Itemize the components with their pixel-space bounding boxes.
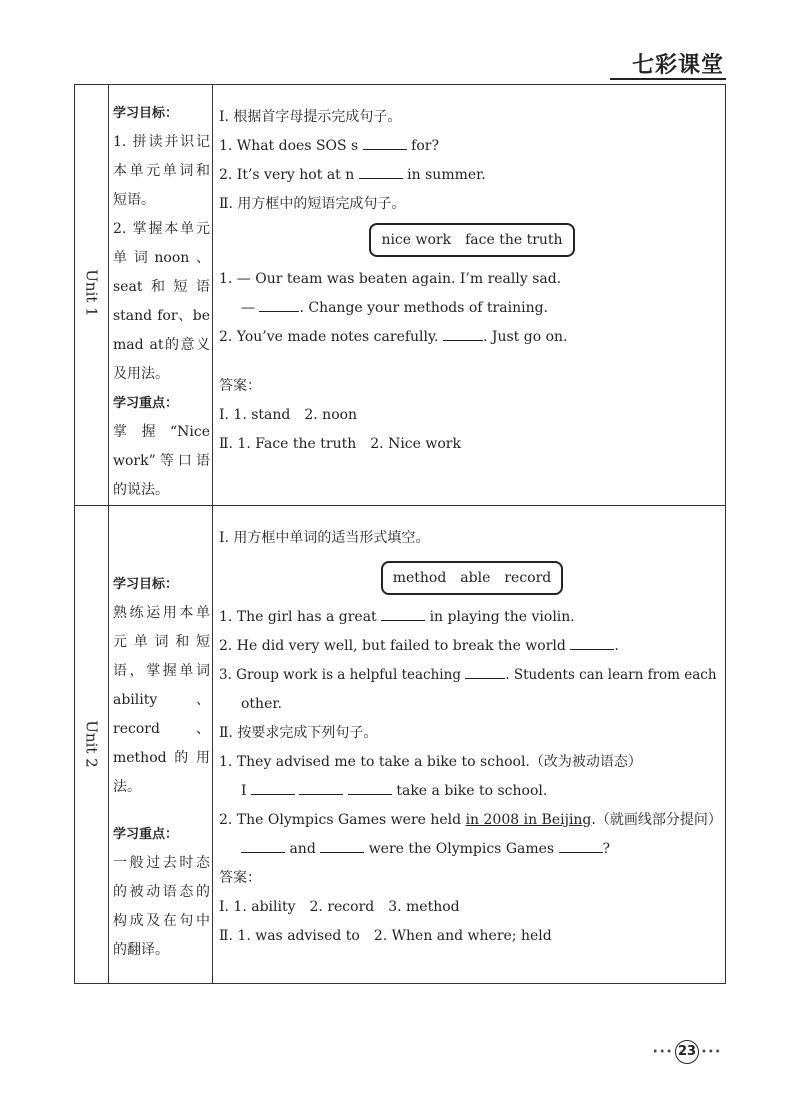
focus-text: 掌握“Nice work”等口语的说法。 [113, 424, 210, 498]
question-line: — . Change your methods of training. [219, 294, 725, 323]
question-line: 3. Group work is a helpful teaching . Students can learn from each [219, 661, 725, 690]
answer-blank[interactable] [359, 164, 403, 179]
question-line: and were the Olympics Games ? [219, 835, 725, 864]
answer-blank[interactable] [241, 838, 285, 853]
answer-label: 答案： [219, 870, 261, 886]
question-line: 1. They advised me to take a bike to school.（改为被动语态） [219, 754, 642, 770]
question-line: I take a bike to school. [219, 777, 725, 806]
answer-blank[interactable] [363, 135, 407, 150]
answer-blank[interactable] [299, 780, 343, 795]
focus-heading: 学习重点： [113, 396, 179, 411]
underlined-phrase: in 2008 in Beijing [465, 812, 592, 828]
answer-blank[interactable] [443, 326, 483, 341]
question-line: 2. You’ve made notes carefully. . Just go on. [219, 323, 725, 352]
objectives-heading: 学习目标： [113, 106, 179, 121]
answer-blank[interactable] [259, 297, 299, 312]
header-rule [610, 78, 726, 80]
objective-item: 熟练运用本单元单词和短语，掌握单词ability、record、method的用法。 [113, 605, 210, 795]
question-line: 2. It’s very hot at n in summer. [219, 161, 725, 190]
answer-blank[interactable] [320, 838, 364, 853]
objective-item: 1. 拼读并识记本单元单词和短语。 [113, 134, 210, 208]
answer-blank[interactable] [251, 780, 295, 795]
question-line: 1. — Our team was beaten again. I’m really sad. [219, 271, 562, 287]
answer-line: Ⅰ. 1. ability 2. record 3. method [219, 899, 460, 915]
answer-line: Ⅰ. 1. stand 2. noon [219, 407, 358, 423]
unit-2-row [75, 506, 726, 984]
unit-2-exercise-cell [213, 506, 726, 984]
focus-heading: 学习重点： [113, 827, 179, 842]
page-number: 23 [675, 1040, 699, 1064]
brand-logo: 七彩课堂 [631, 53, 724, 78]
unit-2-objectives-cell [109, 506, 213, 984]
answer-blank[interactable] [570, 635, 614, 650]
section-title: Ⅰ. 用方框中单词的适当形式填空。 [219, 530, 430, 546]
question-line: 1. What does SOS s for? [219, 132, 725, 161]
unit-1-label-cell [75, 85, 109, 506]
objective-item: 2. 掌握本单元单词noon、seat和短语 stand for、be mad at的意义及用法。 [113, 221, 210, 382]
unit-1-row [75, 85, 726, 506]
dots-decoration: ••• [652, 1047, 673, 1058]
unit-1-exercise-cell [213, 85, 726, 506]
lesson-table [74, 84, 726, 984]
word-box: method able record [381, 561, 564, 595]
section-title: Ⅰ. 根据首字母提示完成句子。 [219, 109, 402, 125]
question-line: other. [241, 696, 282, 712]
answer-blank[interactable] [559, 838, 603, 853]
question-line: 2. He did very well, but failed to break the world . [219, 632, 725, 661]
objectives-heading: 学习目标： [113, 577, 179, 592]
question-line: 2. The Olympics Games were held in 2008 in Beijing.（就画线部分提问） [219, 812, 722, 828]
answer-blank[interactable] [348, 780, 392, 795]
dots-decoration: ••• [701, 1047, 722, 1058]
answer-line: Ⅱ. 1. Face the truth 2. Nice work [219, 436, 461, 452]
answer-line: Ⅱ. 1. was advised to 2. When and where; held [219, 928, 552, 944]
answer-blank[interactable] [465, 664, 505, 679]
unit-1-label: Unit 1 [82, 269, 101, 317]
section-title: Ⅱ. 用方框中的短语完成句子。 [219, 196, 406, 212]
word-box: nice work face the truth [369, 223, 574, 257]
answer-label: 答案： [219, 378, 261, 394]
answer-blank[interactable] [381, 606, 425, 621]
unit-2-label: Unit 2 [82, 720, 101, 768]
unit-1-objectives-cell [109, 85, 213, 506]
question-line: 1. The girl has a great in playing the violin. [219, 603, 725, 632]
focus-text: 一般过去时态的被动语态的构成及在句中的翻译。 [113, 855, 210, 958]
unit-2-label-cell [75, 506, 109, 984]
page-number-badge [652, 1040, 722, 1064]
section-title: Ⅱ. 按要求完成下列句子。 [219, 725, 378, 741]
